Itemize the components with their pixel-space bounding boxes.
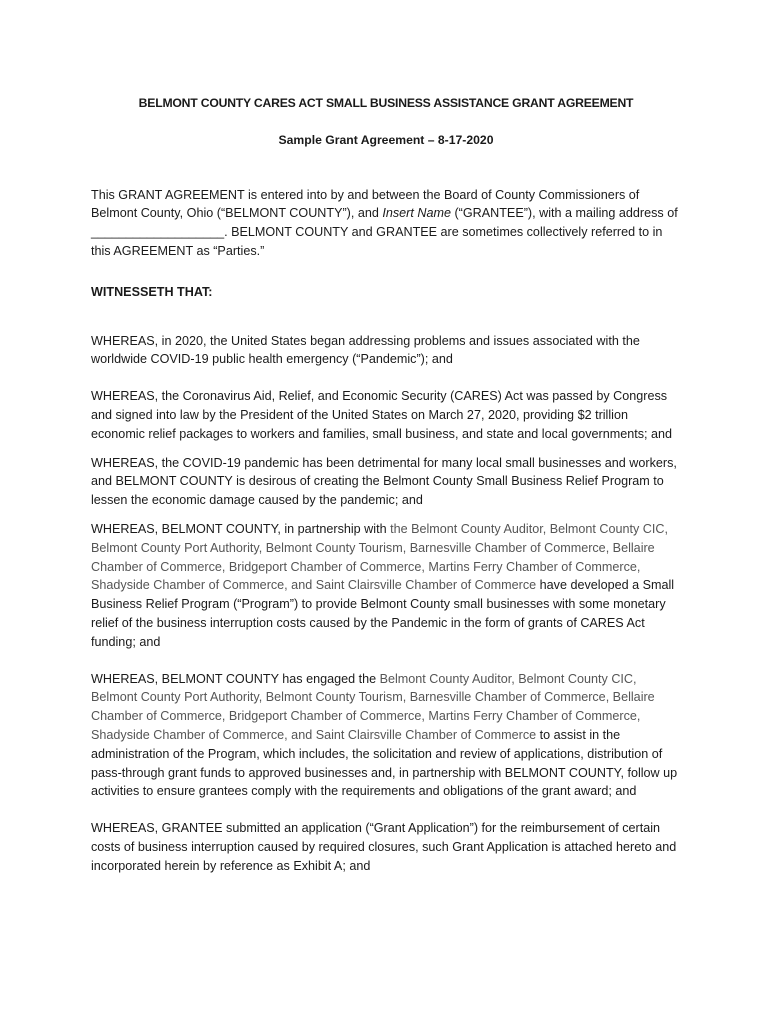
whereas-4-text-1: WHEREAS, BELMONT COUNTY, in partnership with <box>91 521 391 536</box>
whereas-paragraph-4 <box>91 520 681 652</box>
document-body <box>91 94 681 876</box>
whereas-paragraph-3: WHEREAS, the COVID-19 pandemic has been detrimental for many local small businesses and workers, and BELMONT COUNTY is desirous of creating the Belmont County Small Business Relief Program to lessen the economic damage caused by the pandemic; and <box>91 455 677 508</box>
witnesseth-heading: WITNESSETH THAT: <box>91 284 213 299</box>
intro-paragraph <box>91 186 681 261</box>
intro-text-2: (“GRANTEE”), with a mailing address of ___________________. BELMONT COUNTY and GRANTEE are sometimes collectively referred to in this AGREEMENT as “Parties.” <box>91 206 678 258</box>
whereas-5-text-2: to assist in the administration of the Program, which includes, the solicitation and review of applications, distribution of pass-through grant funds to approved businesses and, in partnership with BELMONT COUNTY, follow up activities to ensure grantees comply with the requirements and obligations of the grant award; and <box>91 727 678 799</box>
whereas-paragraph-2: WHEREAS, the Coronavirus Aid, Relief, and Economic Security (CARES) Act was passed by Congress and signed into law by the President of the United States on March 27, 2020, providing $2 trillion economic relief packages to workers and families, small business, and state and local governments; and <box>91 389 673 441</box>
whereas-paragraph-5 <box>91 670 681 802</box>
intro-text-1: This GRANT AGREEMENT is entered into by and between the Board of County Commissioners of Belmont County, Ohio (“BELMONT COUNTY”), and <box>91 187 640 221</box>
whereas-5-text-1: WHEREAS, BELMONT COUNTY has engaged the <box>91 671 380 686</box>
whereas-5-partners: Belmont County Auditor, Belmont County CIC, Belmont County Port Authority, Belmont County Tourism, Barnesville Chamber of Commerce, Bellaire Chamber of Commerce, Bridgeport Chamber of Commerce, Martins Ferry Chamber of Commerce, Shadyside Chamber of Commerce, and Saint Clairsville Chamber of Commerce <box>91 671 655 742</box>
document-title: BELMONT COUNTY CARES ACT SMALL BUSINESS ASSISTANCE GRANT AGREEMENT <box>138 96 634 110</box>
whereas-4-partners: the Belmont County Auditor, Belmont County CIC, Belmont County Port Authority, Belmont County Tourism, Barnesville Chamber of Commerce, Bellaire Chamber of Commerce, Bridgeport Chamber of Commerce, Martins Ferry Chamber of Commerce, Shadyside Chamber of Commerce, and Saint Clairsville Chamber of Commerce <box>91 521 668 593</box>
whereas-paragraph-6: WHEREAS, GRANTEE submitted an application (“Grant Application”) for the reimbursement of certain costs of business interruption caused by required closures, such Grant Application is attached hereto and incorporated herein by reference as Exhibit A; and <box>91 821 677 873</box>
whereas-4-text-2: have developed a Small Business Relief Program (“Program”) to provide Belmont County small businesses with some monetary relief of the business interruption costs caused by the Pandemic in the form of grants of CARES Act funding; and <box>91 578 675 649</box>
whereas-paragraph-1: WHEREAS, in 2020, the United States began addressing problems and issues associated with the worldwide COVID-19 public health emergency (“Pandemic”); and <box>91 333 640 367</box>
insert-name-placeholder: Insert Name <box>382 206 451 221</box>
document-subtitle: Sample Grant Agreement – 8-17-2020 <box>278 132 494 147</box>
